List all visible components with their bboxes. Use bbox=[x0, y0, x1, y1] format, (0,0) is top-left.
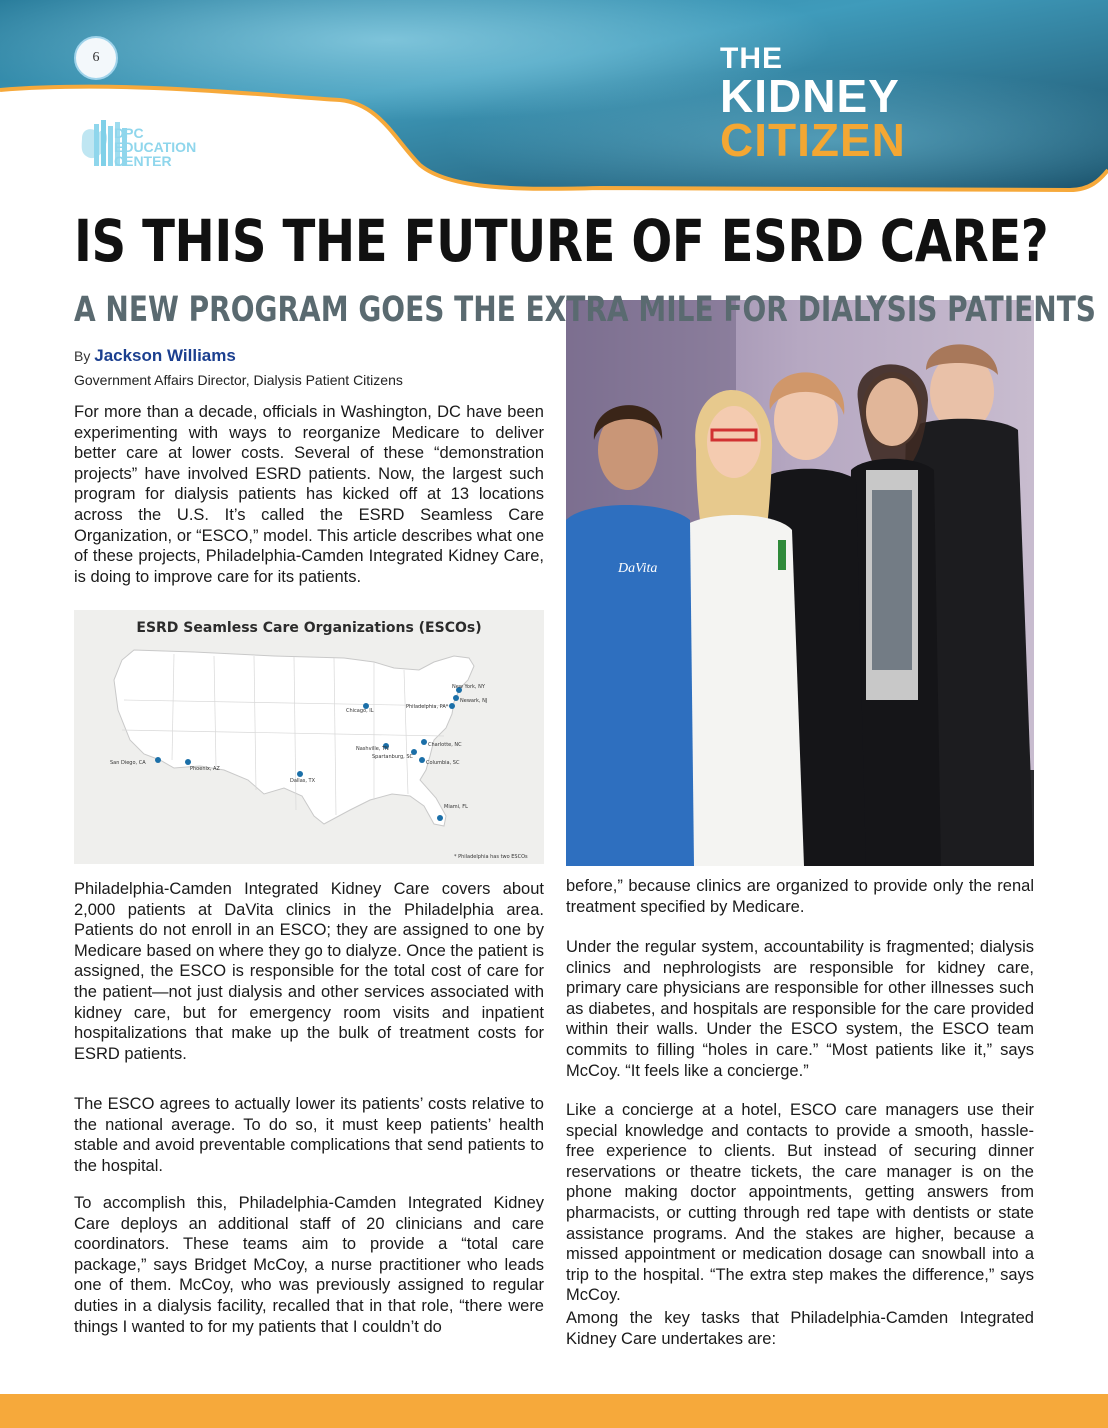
header-banner bbox=[0, 0, 1108, 200]
intro-paragraph: For more than a decade, officials in Washington, DC have been experimenting with ways to reorganize Medicare to deliver better care at lower costs. Several of these “demonstration projects” have involved ESRD patients. Now, the largest such program for dialysis patients has kicked off at 13 locations across the U.S. It’s called the ESRD Seamless Care Organization, or “ESCO,” model. This article describes what one of these projects, Philadelphia-Camden Integrated Kidney Care, is doing to improve care for its patients. bbox=[74, 403, 544, 586]
footer-bar bbox=[0, 1394, 1108, 1428]
city-label: Newark, NJ bbox=[460, 698, 488, 704]
col1-paragraph-2: The ESCO agrees to actually lower its patients’ costs relative to the national average. To do so, it must keep patients’ health stable and avoid preventable complications that send patients to the hospital. bbox=[74, 1095, 544, 1175]
logo-kidney: KIDNEY bbox=[720, 70, 900, 122]
author-affiliation: Government Affairs Director, Dialysis Patient Citizens bbox=[74, 372, 403, 388]
col1-paragraph-1: Philadelphia-Camden Integrated Kidney Care covers about 2,000 patients at DaVita clinics in the Philadelphia area. Patients do not enroll in an ESCO; they are assigned to one by Medicare based on where they go to dialyze. Once the patient is assigned, the ESCO is responsible for the total cost of care for the patient—not just dialysis and other services associated with kidney care, but for emergency room visits and inpatient hospitalizations that make up the bulk of treatment costs for ESRD patients. bbox=[74, 880, 544, 1063]
city-label: Chicago, IL bbox=[346, 708, 374, 714]
page-number: 6 bbox=[74, 36, 118, 80]
logo-the: THE bbox=[720, 42, 783, 75]
city-label: Dallas, TX bbox=[290, 778, 316, 784]
esco-map bbox=[74, 610, 544, 864]
esco-map-image bbox=[74, 610, 544, 864]
city-label: New York, NY bbox=[452, 684, 485, 690]
col2-paragraph-1: before,” because clinics are organized to provide only the renal treatment specified by Medicare. bbox=[566, 877, 1034, 916]
logo-citizen: CITIZEN bbox=[720, 114, 906, 166]
kidney-citizen-logo bbox=[720, 42, 906, 166]
map-title: ESRD Seamless Care Organizations (ESCOs) bbox=[136, 620, 482, 636]
dpc-logo-text bbox=[114, 126, 196, 168]
team-photo bbox=[566, 300, 1034, 866]
city-label: Charlotte, NC bbox=[428, 742, 462, 748]
team-photo-image bbox=[566, 300, 1034, 866]
byline bbox=[74, 346, 236, 366]
map-footnote: * Philadelphia has two ESCOs bbox=[454, 854, 528, 860]
city-label: San Diego, CA bbox=[110, 760, 146, 766]
dpc-logo-line3: CENTER bbox=[114, 153, 172, 169]
city-label: Phoenix, AZ bbox=[190, 766, 220, 772]
city-label: Columbia, SC bbox=[426, 760, 460, 766]
city-label: Philadelphia, PA* bbox=[406, 704, 449, 710]
col2-paragraph-3: Like a concierge at a hotel, ESCO care managers use their special knowledge and contacts to provide a smooth, hassle-free experience to clients. But instead of securing dinner reservations or theatre tickets, the care manager is on the phone making doctor appointments, getting answers from pharmacists, or cutting through red tape with dentists or state assistance programs. And the stakes are higher, because a missed appointment or medication dosage can snowball into a trip to the hospital. “The extra step makes the difference,” says McCoy. bbox=[566, 1101, 1034, 1305]
dpc-logo-line2: EDUCATION bbox=[114, 139, 197, 155]
article-subtitle: A NEW PROGRAM GOES THE EXTRA MILE FOR DIALYSIS PATIENTS bbox=[74, 290, 1096, 330]
author-name: Jackson Williams bbox=[94, 346, 236, 365]
city-label: Miami, FL bbox=[444, 804, 468, 810]
dpc-logo-line1: DPC bbox=[114, 125, 144, 141]
article-title: IS THIS THE FUTURE OF ESRD CARE? bbox=[74, 207, 1049, 275]
city-label: Spartanburg, SC bbox=[372, 754, 413, 760]
col2-paragraph-4: Among the key tasks that Philadelphia-Camden Integrated Kidney Care undertakes are: bbox=[566, 1309, 1034, 1348]
byline-prefix: By bbox=[74, 348, 91, 364]
scrub-logo: DaVita bbox=[618, 561, 658, 576]
city-label: Nashville, TN bbox=[356, 746, 389, 752]
col2-paragraph-2: Under the regular system, accountability is fragmented; dialysis clinics and nephrologists are responsible for kidney care, primary care physicians are responsible for other illnesses such as diabetes, and hospitals are responsible for the care provided within their walls. Under the ESCO system, the ESCO team commits to filling “holes in care.” “Most patients like it,” says McCoy. “It feels like a concierge.” bbox=[566, 938, 1034, 1080]
col1-paragraph-3: To accomplish this, Philadelphia-Camden Integrated Kidney Care deploys an additional staff of 20 clinicians and care coordinators. These teams aim to provide a “total care package,” says Bridget McCoy, a nurse practitioner who leads one of them. McCoy, who was previously assigned to regular duties in a dialysis facility, recalled that in that role, “there were things I wanted to for my patients that I couldn’t do bbox=[74, 1194, 544, 1336]
